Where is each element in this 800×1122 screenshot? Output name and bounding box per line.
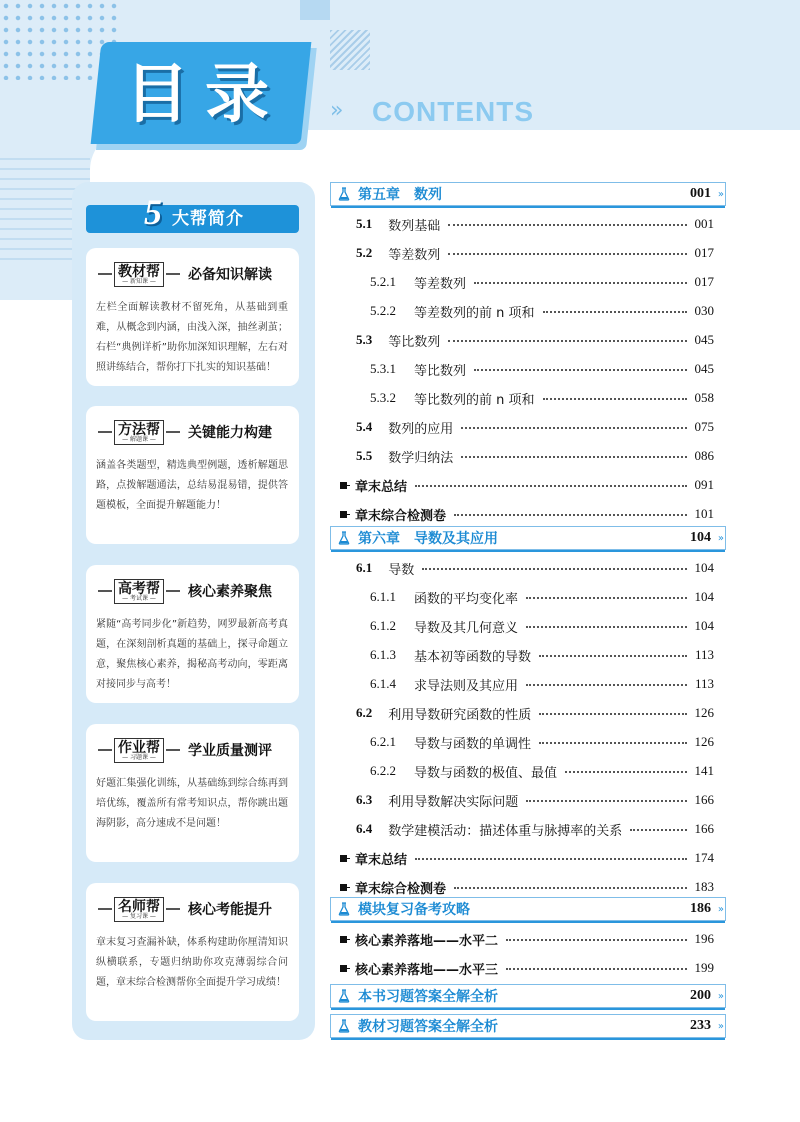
page-number: 045 xyxy=(694,332,714,347)
card-slogan: 核心素养聚焦 xyxy=(188,584,272,600)
tag-divider xyxy=(98,908,112,910)
toc-section-row[interactable] xyxy=(330,700,726,726)
page-title: 目录 xyxy=(125,58,285,132)
subsection-number: 6.1.4 xyxy=(370,676,396,691)
chapter-title: 模块复习备考攻略 xyxy=(358,902,470,918)
leader-dots xyxy=(539,713,686,715)
section-number: 5.3 xyxy=(356,332,373,347)
leader-dots xyxy=(448,340,686,342)
chapter-title: 数列 xyxy=(414,187,442,203)
page-number: 113 xyxy=(694,647,714,662)
section-title: 等差数列 xyxy=(388,247,441,263)
tag-divider xyxy=(166,273,180,275)
section-title: 数列的应用 xyxy=(388,421,454,437)
square-bullet-icon xyxy=(340,965,347,972)
square-bullet-icon xyxy=(340,936,347,943)
card-tag xyxy=(96,577,272,605)
toc-subsection-row[interactable] xyxy=(330,613,726,639)
page-number: 104 xyxy=(694,589,714,604)
leader-dots xyxy=(461,427,686,429)
leader-dots xyxy=(543,311,687,313)
section-number: 6.1 xyxy=(356,560,373,575)
subsection-number: 5.3.1 xyxy=(370,361,396,376)
toc-chapter-end-row[interactable] xyxy=(330,926,726,952)
chapter-end-title: 章末总结 xyxy=(355,852,408,868)
chapter-end-title: 章末总结 xyxy=(355,479,408,495)
page-number: 104 xyxy=(694,618,714,633)
chapter-end-title: 章末综合检测卷 xyxy=(355,881,447,897)
section-title: 等比数列 xyxy=(388,334,441,350)
toc-section-row[interactable] xyxy=(330,414,726,440)
card-name: 作业帮 xyxy=(118,739,160,756)
subsection-title: 等差数列 xyxy=(414,276,467,292)
toc-chapter-row[interactable] xyxy=(330,182,726,206)
card-name-box xyxy=(114,897,164,922)
leader-dots xyxy=(526,800,686,802)
card-name-box xyxy=(114,420,164,445)
section-title: 数学归纳法 xyxy=(388,450,454,466)
card-subtitle: — 考试课 — xyxy=(122,594,156,602)
toc-subsection-row[interactable] xyxy=(330,584,726,610)
double-chevron-icon: » xyxy=(717,904,724,915)
card-subtitle: — 复习课 — xyxy=(122,912,156,920)
card-tag xyxy=(96,895,272,923)
card-slogan: 学业质量测评 xyxy=(188,743,272,759)
intro-card xyxy=(86,248,299,386)
card-description: 左栏全面解读教材不留死角，从基础到重难，从概念到内涵，由浅入深，抽丝剥茧；右栏“典例详析”助你加深知识理解，左右对照讲练结合，帮你打下扎实的知识基础！ xyxy=(96,302,288,373)
page-number: 141 xyxy=(694,763,714,778)
card-description: 好题汇集强化训练，从基础练到综合练再到培优练，覆盖所有常考知识点，帮你跳出题海阴影，高分速成不是问题！ xyxy=(96,778,288,829)
toc-subsection-row[interactable] xyxy=(330,729,726,755)
leader-dots xyxy=(630,829,686,831)
contents-label: CONTENTS xyxy=(372,96,534,127)
toc-chapter-end-row[interactable] xyxy=(330,472,726,498)
double-chevron-icon: » xyxy=(717,991,724,1002)
page-number: 001 xyxy=(694,216,714,231)
tag-divider xyxy=(98,273,112,275)
chapter-label: 第五章 xyxy=(358,187,400,203)
section-title: 数列基础 xyxy=(388,218,441,234)
page-number: 075 xyxy=(694,419,714,434)
page-number: 017 xyxy=(694,245,714,260)
toc-section-row[interactable] xyxy=(330,816,726,842)
toc-section-row[interactable] xyxy=(330,240,726,266)
leader-dots xyxy=(415,485,686,487)
page-number: 199 xyxy=(694,960,714,975)
intro-card xyxy=(86,565,299,703)
page-number: 174 xyxy=(694,850,714,865)
page-number: 104 xyxy=(694,560,714,575)
flask-icon xyxy=(338,989,350,1003)
double-chevron-icon: » xyxy=(330,98,340,123)
toc-subsection-row[interactable] xyxy=(330,642,726,668)
subsection-number: 5.3.2 xyxy=(370,390,396,405)
page-number: 030 xyxy=(694,303,714,318)
leader-dots xyxy=(474,282,686,284)
leader-dots xyxy=(526,597,686,599)
card-name-box xyxy=(114,262,164,287)
tag-divider xyxy=(98,749,112,751)
page-number: 196 xyxy=(694,931,714,946)
chapter-page-number: 233 xyxy=(690,1018,711,1033)
bar-decoration xyxy=(300,0,330,20)
page-number: 045 xyxy=(694,361,714,376)
tag-divider xyxy=(166,590,180,592)
chapter-label: 第六章 xyxy=(358,531,400,547)
card-subtitle: — 解题课 — xyxy=(122,435,156,443)
subsection-title: 基本初等函数的导数 xyxy=(414,649,532,665)
section-number: 5.2 xyxy=(356,245,373,260)
chapter-end-title: 核心素养落地——水平三 xyxy=(355,962,499,978)
subsection-title: 导数与函数的单调性 xyxy=(414,736,532,752)
page-number: 166 xyxy=(694,792,714,807)
card-description: 章末复习查漏补缺，体系构建助你厘清知识纵横联系，专题归纳助你攻克薄弱综合问题，章末综合检测帮你全面提升学习成绩！ xyxy=(96,937,288,988)
intro-panel-title: 大帮简介 xyxy=(172,209,244,229)
page-number: 126 xyxy=(694,705,714,720)
section-title: 利用导数解决实际问题 xyxy=(388,794,519,810)
leader-dots xyxy=(539,655,687,657)
card-tag xyxy=(96,418,272,446)
double-chevron-icon: » xyxy=(717,189,724,200)
intro-card xyxy=(86,406,299,544)
subsection-number: 6.1.2 xyxy=(370,618,396,633)
section-number: 6.4 xyxy=(356,821,373,836)
intro-panel-number: 5 xyxy=(144,192,162,232)
toc-subsection-row[interactable] xyxy=(330,385,726,411)
toc-section-row[interactable] xyxy=(330,787,726,813)
square-bullet-icon xyxy=(340,884,347,891)
leader-dots xyxy=(415,858,686,860)
section-number: 6.2 xyxy=(356,705,373,720)
card-name: 高考帮 xyxy=(118,580,160,597)
card-slogan: 必备知识解读 xyxy=(188,267,272,283)
leader-dots xyxy=(506,939,686,941)
subsection-number: 5.2.2 xyxy=(370,303,396,318)
subsection-number: 6.2.2 xyxy=(370,763,396,778)
section-title: 导数 xyxy=(388,562,415,578)
flask-icon xyxy=(338,187,350,201)
card-name: 教材帮 xyxy=(118,263,160,280)
subsection-title: 等差数列的前 n 项和 xyxy=(414,305,535,321)
subsection-number: 6.2.1 xyxy=(370,734,396,749)
leader-dots xyxy=(506,968,686,970)
toc-chapter-end-row[interactable] xyxy=(330,955,726,981)
double-chevron-icon: » xyxy=(717,533,724,544)
toc-chapter-end-row[interactable] xyxy=(330,501,726,527)
toc-subsection-row[interactable] xyxy=(330,356,726,382)
toc-chapter-row[interactable] xyxy=(330,526,726,550)
card-description: 涵盖各类题型，精选典型例题，透析解题思路，点拨解题通法，总结易混易错，提供答题模板，全面提升解题能力！ xyxy=(96,460,288,511)
toc-subsection-row[interactable] xyxy=(330,758,726,784)
toc-section-row[interactable] xyxy=(330,211,726,237)
subsection-number: 6.1.3 xyxy=(370,647,396,662)
chapter-title: 教材习题答案全解全析 xyxy=(358,1019,498,1035)
toc-chapter-row[interactable] xyxy=(330,897,726,921)
tag-divider xyxy=(166,749,180,751)
page-number: 091 xyxy=(694,477,714,492)
tag-divider xyxy=(166,431,180,433)
page-number: 166 xyxy=(694,821,714,836)
page-number: 183 xyxy=(694,879,714,894)
chapter-page-number: 104 xyxy=(690,530,711,545)
leader-dots xyxy=(461,456,686,458)
toc-chapter-row[interactable] xyxy=(330,984,726,1008)
toc-section-row[interactable] xyxy=(330,555,726,581)
double-chevron-icon: » xyxy=(717,1021,724,1032)
section-number: 5.5 xyxy=(356,448,373,463)
card-tag xyxy=(96,260,272,288)
page-number: 126 xyxy=(694,734,714,749)
leader-dots xyxy=(539,742,686,744)
chapter-title: 本书习题答案全解全析 xyxy=(358,989,498,1005)
chapter-end-title: 章末综合检测卷 xyxy=(355,508,447,524)
card-name: 名师帮 xyxy=(118,898,160,915)
card-slogan: 核心考能提升 xyxy=(188,902,272,918)
card-name: 方法帮 xyxy=(118,421,160,438)
page-number: 017 xyxy=(694,274,714,289)
section-number: 6.3 xyxy=(356,792,373,807)
leader-dots xyxy=(448,224,686,226)
tag-divider xyxy=(98,590,112,592)
leader-dots xyxy=(454,887,686,889)
chapter-page-number: 186 xyxy=(690,901,711,916)
subsection-title: 导数及其几何意义 xyxy=(414,620,519,636)
leader-dots xyxy=(448,253,686,255)
card-slogan: 关键能力构建 xyxy=(188,425,272,441)
intro-card xyxy=(86,883,299,1021)
square-bullet-icon xyxy=(340,855,347,862)
subsection-title: 等比数列 xyxy=(414,363,467,379)
page-number: 101 xyxy=(694,506,714,521)
intro-card xyxy=(86,724,299,862)
leader-dots xyxy=(526,684,687,686)
square-bullet-icon xyxy=(340,511,347,518)
section-title: 数学建模活动：描述体重与脉搏率的关系 xyxy=(388,823,623,839)
card-tag xyxy=(96,736,272,764)
chapter-page-number: 001 xyxy=(690,186,711,201)
toc-section-row[interactable] xyxy=(330,443,726,469)
leader-dots xyxy=(474,369,686,371)
leader-dots xyxy=(454,514,686,516)
leader-dots xyxy=(422,568,686,570)
toc-subsection-row[interactable] xyxy=(330,671,726,697)
flask-icon xyxy=(338,1019,350,1033)
hatch-decoration xyxy=(330,30,370,70)
toc-section-row[interactable] xyxy=(330,327,726,353)
subsection-title: 函数的平均变化率 xyxy=(414,591,519,607)
flask-icon xyxy=(338,902,350,916)
subsection-title: 求导法则及其应用 xyxy=(414,678,519,694)
card-subtitle: — 习题课 — xyxy=(122,753,156,761)
card-name-box xyxy=(114,579,164,604)
toc-chapter-end-row[interactable] xyxy=(330,845,726,871)
flask-icon xyxy=(338,531,350,545)
tag-divider xyxy=(166,908,180,910)
leader-dots xyxy=(526,626,686,628)
section-number: 5.4 xyxy=(356,419,373,434)
subsection-title: 导数与函数的极值、最值 xyxy=(414,765,558,781)
leader-dots xyxy=(565,771,686,773)
toc-subsection-row[interactable] xyxy=(330,269,726,295)
section-title: 利用导数研究函数的性质 xyxy=(388,707,532,723)
page-number: 113 xyxy=(694,676,714,691)
section-number: 5.1 xyxy=(356,216,373,231)
chapter-page-number: 200 xyxy=(690,988,711,1003)
card-subtitle: — 新知课 — xyxy=(122,277,156,285)
tag-divider xyxy=(98,431,112,433)
subsection-number: 6.1.1 xyxy=(370,589,396,604)
subsection-number: 5.2.1 xyxy=(370,274,396,289)
subsection-title: 等比数列的前 n 项和 xyxy=(414,392,535,408)
chapter-title: 导数及其应用 xyxy=(414,531,498,547)
toc-subsection-row[interactable] xyxy=(330,298,726,324)
card-name-box xyxy=(114,738,164,763)
toc-chapter-row[interactable] xyxy=(330,1014,726,1038)
chapter-end-title: 核心素养落地——水平二 xyxy=(355,933,499,949)
card-description: 紧随“高考同步化”新趋势，网罗最新高考真题，在深刻剖析真题的基础上，探寻命题立意，聚焦核心素养，揭秘高考动向，零距离对接同步与高考！ xyxy=(96,619,288,690)
page-number: 058 xyxy=(694,390,714,405)
leader-dots xyxy=(543,398,687,400)
page-number: 086 xyxy=(694,448,714,463)
square-bullet-icon xyxy=(340,482,347,489)
